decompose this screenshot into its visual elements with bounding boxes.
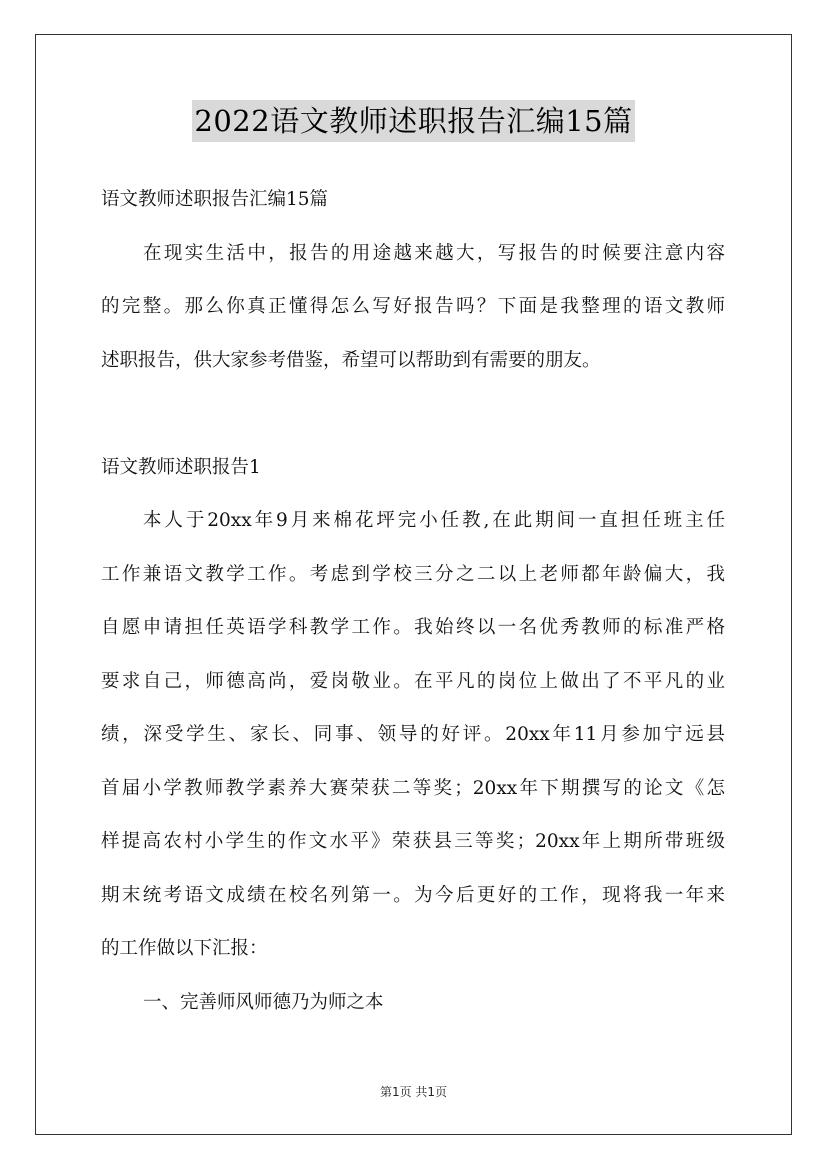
intro-line: 述职报告，供大家参考借鉴，希望可以帮助到有需要的朋友。 [101,349,601,371]
blank-line [101,387,725,441]
document-subtitle: 语文教师述职报告汇编15篇 [101,189,329,210]
section1-paragraph [101,494,725,976]
intro-line: 在现实生活中，报告的用途越来越大，写报告的时候要注意内容 [143,242,725,264]
intro-paragraph [101,227,725,388]
intro-line: 的完整。那么你真正懂得怎么写好报告吗？下面是我整理的语文教师 [101,296,725,317]
document-body [101,173,725,1029]
section1-line: 工作兼语文教学工作。考虑到学校三分之二以上老师都年龄偏大，我 [101,563,725,585]
section1-line: 绩，深受学生、家长、同事、领导的好评。20xx年11月参加宁远县 [101,724,725,745]
section1-line: 本人于20xx年9月来棉花坪完小任教,在此期间一直担任班主任 [143,510,725,531]
document-title: 2022语文教师述职报告汇编15篇 [192,100,634,142]
section1-line: 样提高农村小学生的作文水平》荣获县三等奖；20xx年上期所带班级 [101,831,725,852]
section1-heading: 语文教师述职报告1 [101,456,261,478]
page-footer: 第1页 共1页 [379,1085,448,1099]
section1-subheading: 一、完善师风师德乃为师之本 [143,991,384,1013]
section1-line: 首届小学教师教学素养大赛荣获二等奖；20xx年下期撰写的论文《怎 [101,777,725,799]
section1-line: 的工作做以下汇报： [101,938,268,959]
title-container [0,100,827,142]
section1-line: 自愿申请担任英语学科教学工作。我始终以一名优秀教师的标准严格 [101,617,725,638]
section1-line: 要求自己，师德高尚，爱岗敬业。在平凡的岗位上做出了不平凡的业 [101,670,725,692]
section1-line: 期末统考语文成绩在校名列第一。为今后更好的工作，现将我一年来 [101,884,725,906]
